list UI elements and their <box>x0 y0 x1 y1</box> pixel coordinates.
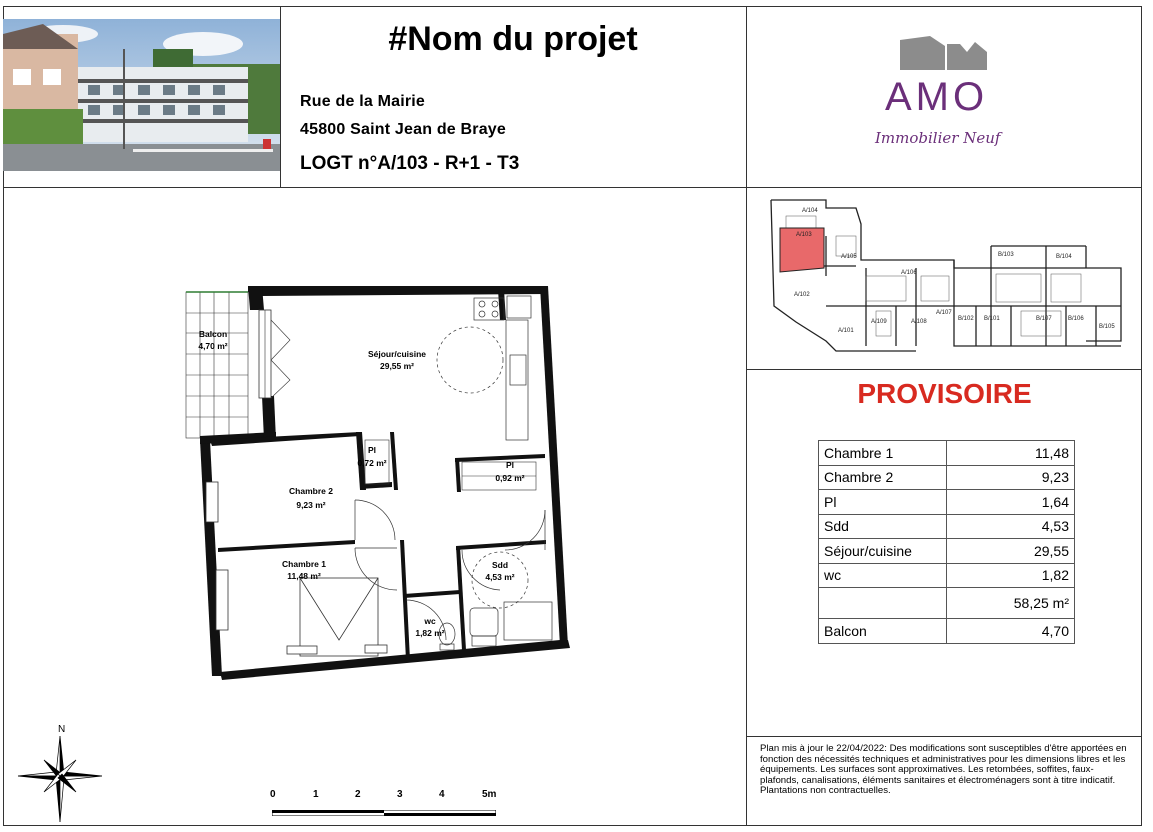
label-pl-1: Pl <box>367 445 377 455</box>
scale-tick-4: 4 <box>439 789 445 800</box>
room-name: Chambre 1 <box>819 441 947 466</box>
unit-a105: A/105 <box>841 254 857 260</box>
disclaimer-note: Plan mis à jour le 22/04/2022: Des modifications sont susceptibles d'être apportées en fonction des nécessités techniques et administratives pour les dimensions libres et les équipements. Les surfaces sont approximatives. Les retombées, soffites, faux-plafonds, canalisations, éléments sanitaires et électroménagers sont à titre indicatif. Plantations non contractuelles. <box>760 743 1127 797</box>
area-chambre-1: 11,48 m² <box>287 571 321 581</box>
room-area: 4,70 <box>947 619 1075 644</box>
room-name: Sdd <box>819 514 947 539</box>
balcony-tiling <box>186 292 248 438</box>
table-row <box>819 619 1075 644</box>
room-area: 1,82 <box>947 563 1075 588</box>
svg-text:Immobilier Neuf: Immobilier Neuf <box>875 129 1001 147</box>
key-plan <box>766 196 1126 356</box>
scale-tick-1: 1 <box>313 789 319 800</box>
label-pl-2: Pl <box>505 460 515 470</box>
unit-a108: A/108 <box>911 319 927 325</box>
room-name: Balcon <box>819 619 947 644</box>
bed <box>300 578 378 656</box>
room-name: wc <box>819 563 947 588</box>
table-row <box>819 563 1075 588</box>
room-area: 4,53 <box>947 514 1075 539</box>
table-row <box>819 539 1075 564</box>
room-area: 11,48 <box>947 441 1075 466</box>
header-divider <box>3 187 1142 188</box>
unit-b105: B/105 <box>1099 324 1115 330</box>
address-city: 45800 Saint Jean de Braye <box>300 121 507 138</box>
unit-b102: B/102 <box>958 316 974 322</box>
unit-b106: B/106 <box>1068 316 1084 322</box>
table-row <box>819 514 1075 539</box>
unit-a107: A/107 <box>936 310 952 316</box>
label-sdd: Sdd <box>491 560 509 570</box>
room-name <box>819 588 947 619</box>
scale-tick-3: 3 <box>397 789 403 800</box>
area-pl-2: 0,92 m² <box>495 473 525 483</box>
unit-b103: B/103 <box>998 252 1014 258</box>
room-name: Séjour/cuisine <box>819 539 947 564</box>
area-wc: 1,82 m² <box>415 628 445 638</box>
right-column-divider <box>746 6 747 826</box>
north-label: N <box>58 724 66 735</box>
status-provisoire: PROVISOIRE <box>857 378 1032 409</box>
total-area: 58,25 m² <box>947 588 1075 619</box>
room-area: 29,55 <box>947 539 1075 564</box>
unit-a104: A/104 <box>802 208 818 214</box>
label-chambre-2: Chambre 2 <box>289 486 333 496</box>
scale-tick-5: 5m <box>482 789 497 800</box>
total-row <box>819 588 1075 619</box>
note-divider <box>746 736 1142 737</box>
room-name: Pl <box>819 490 947 515</box>
area-chambre-2: 9,23 m² <box>296 500 326 510</box>
room-area: 9,23 <box>947 465 1075 490</box>
label-sejour: Séjour/cuisine <box>367 349 427 359</box>
area-sejour: 29,55 m² <box>379 361 415 371</box>
floor-plan <box>150 270 590 700</box>
unit-b107: B/107 <box>1036 316 1052 322</box>
unit-a102: A/102 <box>794 292 810 298</box>
unit-a101: A/101 <box>838 328 854 334</box>
unit-a106: A/106 <box>901 270 917 276</box>
svg-text:AMO: AMO <box>885 75 989 119</box>
room-area: 1,64 <box>947 490 1075 515</box>
room-name: Chambre 2 <box>819 465 947 490</box>
address-street: Rue de la Mairie <box>300 93 426 110</box>
area-sdd: 4,53 m² <box>485 572 515 582</box>
label-chambre-1: Chambre 1 <box>282 559 326 569</box>
amo-logo <box>855 30 1025 160</box>
keyplan-divider <box>746 369 1142 370</box>
scale-bar <box>272 803 496 809</box>
unit-a109: A/109 <box>871 319 887 325</box>
project-title: #Nom du projet <box>388 20 638 58</box>
scale-tick-2: 2 <box>355 789 361 800</box>
table-row <box>819 441 1075 466</box>
label-wc: wc <box>424 616 436 626</box>
area-pl-1: 0,72 m² <box>357 458 387 468</box>
unit-reference: LOGT n°A/103 - R+1 - T3 <box>300 153 520 174</box>
scale-tick-0: 0 <box>270 789 276 800</box>
table-row <box>819 490 1075 515</box>
area-balcon: 4,70 m² <box>198 341 228 351</box>
table-row <box>819 465 1075 490</box>
compass-rose <box>14 718 106 826</box>
building-photo <box>3 19 280 171</box>
label-balcon: Balcon <box>198 329 228 339</box>
unit-b101: B/101 <box>984 316 1000 322</box>
unit-a103: A/103 <box>796 232 812 238</box>
surface-table <box>818 440 1075 644</box>
unit-b104: B/104 <box>1056 254 1072 260</box>
